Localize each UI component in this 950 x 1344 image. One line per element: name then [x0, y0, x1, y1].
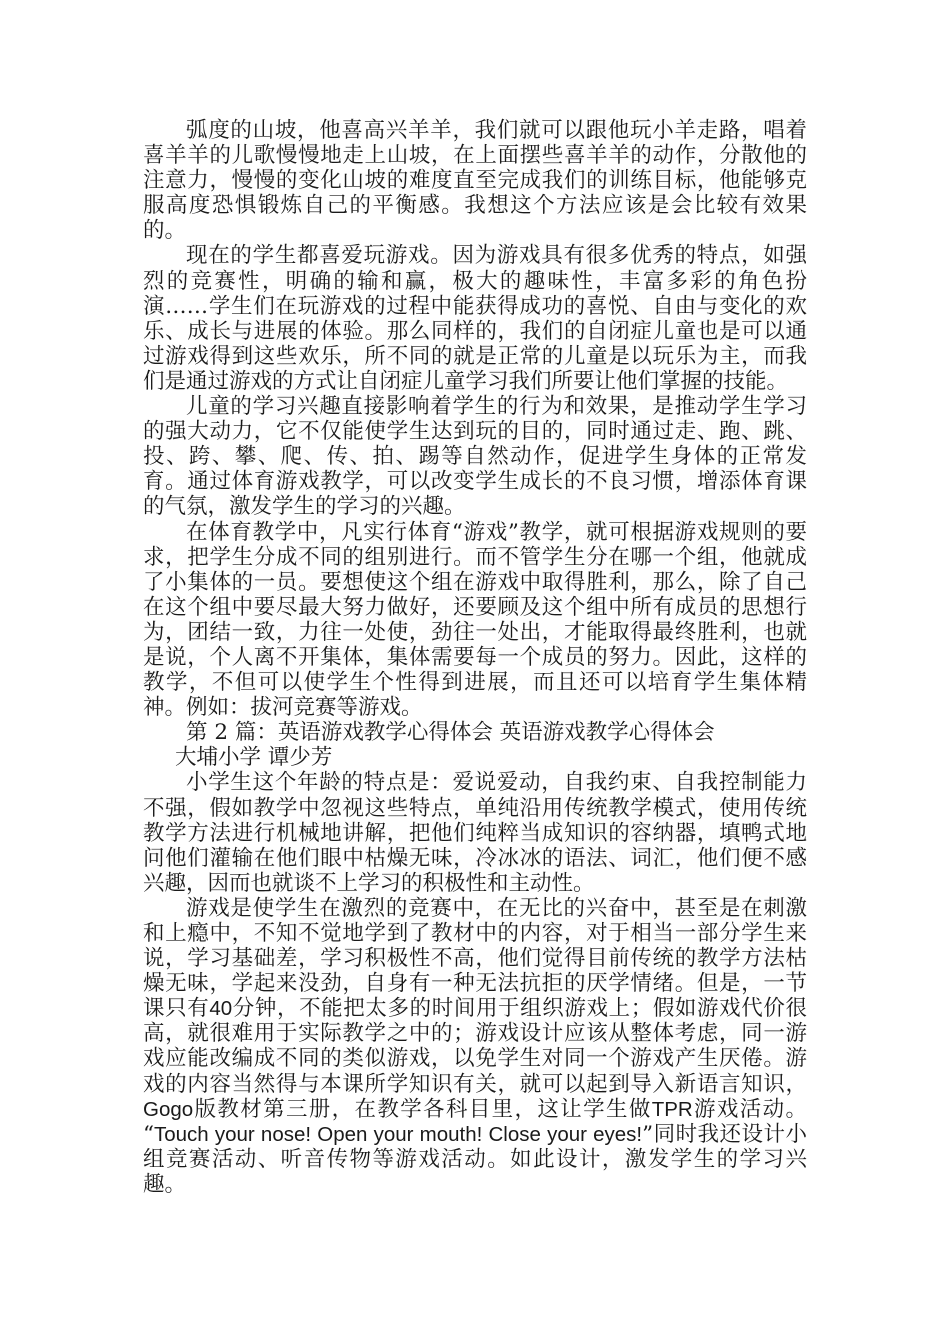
latin-text-run: Touch your nose! Open your mouth! Close your eyes! — [154, 1122, 643, 1146]
latin-text-run: Gogo — [143, 1097, 194, 1121]
latin-text-run: 40 — [209, 997, 233, 1021]
paragraph-3: 儿童的学习兴趣直接影响着学生的行为和效果，是推动学生学习的强大动力，它不仅能使学生达到玩的目的，同时通过走、跑、跳、投、跨、攀、爬、传、拍、踢等自然动作，促进学生身体的正常发育。通过体育游戏教学，可以改变学生成长的不良习惯，增添体育课的气氛，激发学生的学习的兴趣。 — [143, 394, 807, 520]
latin-text-run: TPR — [651, 1097, 693, 1121]
paragraph-4: 在体育教学中，凡实行体育“游戏”教学，就可根据游戏规则的要求，把学生分成不同的组别进行。而不管学生分在哪一个组，他就成了小集体的一员。要想使这个组在游戏中取得胜利，那么，除了自己在这个组中要尽最大努力做好，还要顾及这个组中所有成员的思想行为，团结一致，力往一处使，劲往一处出，才能取得最终胜利，也就是说，个人离不开集体，集体需要每一个成员的努力。因此，这样的教学，不但可以使学生个性得到进展，而且还可以培育学生集体精神。例如：拔河竞赛等游戏。 — [143, 519, 807, 721]
paragraph-6: 游戏是使学生在激烈的竞赛中，在无比的兴奋中，甚至是在刺激和上瘾中，不知不觉地学到了教材中的内容，对于相当一部分学生来说，学习基础差，学习积极性不高，他们觉得目前传统的教学方法枯燥无味，学起来没劲，自身有一种无法抗拒的厌学情绪。但是，一节课只有40分钟，不能把太多的时间用于组织游戏上；假如游戏代价很高，就很难用于实际教学之中的；游戏设计应该从整体考虑，同一游戏应能改编成不同的类似游戏，以免学生对同一个游戏产生厌倦。游戏的内容当然得与本课所学知识有关，就可以起到导入新语言知识，Gogo版教材第三册，在教学各科目里，这让学生做TPR游戏活动。“Touch your nose! Open your mouth! Close your eyes!”同时我还设计小组竞赛活动、听音传物等游戏活动。如此设计，激发学生的学习兴趣。 — [143, 895, 807, 1197]
paragraph-5: 小学生这个年龄的特点是：爱说爱动，自我约束、自我控制能力不强，假如教学中忽视这些特点，单纯沿用传统教学模式，使用传统教学方法进行机械地讲解，把他们纯粹当成知识的容纳器，填鸭式地问他们灌输在他们眼中枯燥无味，冷冰冰的语法、词汇，他们便不感兴趣，因而也就谈不上学习的积极性和主动性。 — [143, 770, 807, 896]
paragraph-1: 弧度的山坡，他喜高兴羊羊，我们就可以跟他玩小羊走路，唱着喜羊羊的儿歌慢慢地走上山坡，在上面摆些喜羊羊的动作，分散他的注意力，慢慢的变化山坡的难度直至完成我们的训练目标，他能够克服高度恐惧锻炼自己的平衡感。我想这个方法应该是会比较有效果的。 — [143, 118, 807, 244]
section-heading-part-2: 第 2 篇：英语游戏教学心得体会 英语游戏教学心得体会 — [186, 720, 715, 746]
document-text-column — [143, 118, 807, 1197]
paragraph-2: 现在的学生都喜爱玩游戏。因为游戏具有很多优秀的特点，如强烈的竞赛性，明确的输和赢，极大的趣味性，丰富多彩的角色扮演……学生们在玩游戏的过程中能获得成功的喜悦、自由与变化的欢乐、成长与进展的体验。那么同样的，我们的自闭症儿童也是可以通过游戏得到这些欢乐，所不同的就是正常的儿童是以玩乐为主，而我们是通过游戏的方式让自闭症儿童学习我们所要让他们掌握的技能。 — [143, 243, 807, 394]
author-byline: 大埔小学 谭少芳 — [175, 745, 333, 771]
